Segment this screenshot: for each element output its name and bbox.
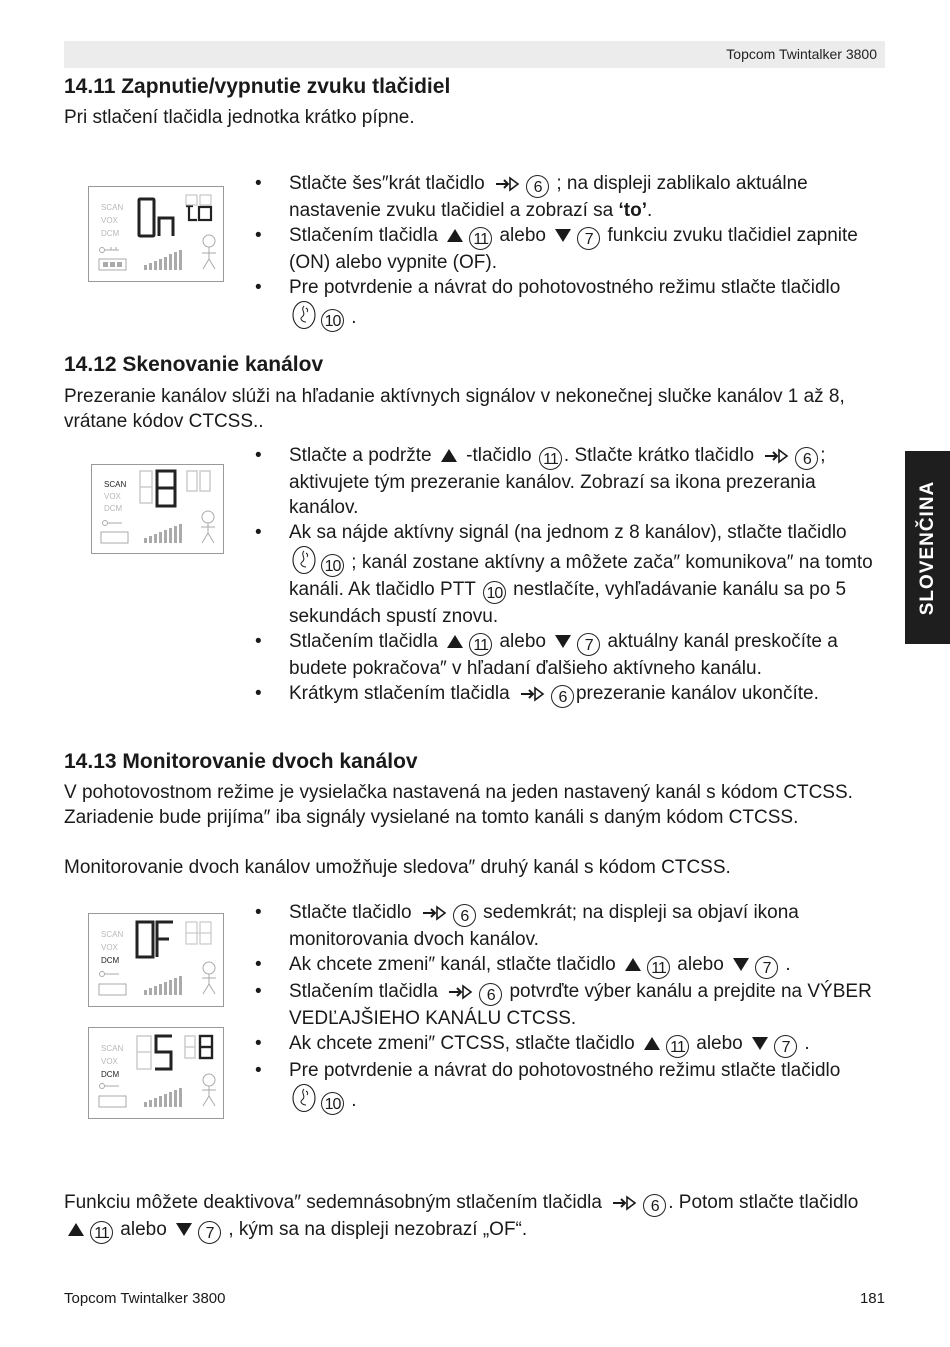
list-item: • Stlačte šes″krát tlačidlo 6 ; na displeji zablikalo aktuálne nastavenie zvuku tlačidiel a zobrazí sa ‘to’. — [255, 171, 875, 223]
list-item: • Krátkym stlačením tlačidla 6 prezeranie kanálov ukončíte. — [255, 681, 875, 708]
lcd-vox-label: VOX — [101, 216, 118, 225]
callout-number: 6 — [479, 983, 502, 1006]
footer-title: Topcom Twintalker 3800 — [64, 1290, 226, 1307]
callout-number: 7 — [577, 227, 600, 250]
header-title: Topcom Twintalker 3800 — [726, 46, 877, 62]
section-title-14-12: 14.12 Skenovanie kanálov — [64, 353, 324, 376]
page-header — [64, 41, 885, 68]
callout-number: 11 — [469, 227, 492, 250]
callout-number: 11 — [469, 633, 492, 656]
monitor-button-icon — [291, 545, 317, 575]
up-arrow-icon — [68, 1223, 84, 1236]
deactivation-note: Funkciu môžete deaktivova″ sedemnásobným stlačením tlačidla 6 . Potom stlačte tlačidlo 11 alebo 7 , kým sa na displeji nezobrazí „OF“. — [64, 1192, 859, 1242]
bullet-list-14-12 — [255, 443, 875, 708]
list-item: • Stlačte tlačidlo 6 sedemkrát; na displeji sa objaví ikona monitorovania dvoch kanálov. — [255, 900, 875, 952]
monitor-button-icon — [291, 1083, 317, 1113]
section-intro-14-13-b: Monitorovanie dvoch kanálov umožňuje sledova″ druhý kanál s kódom CTCSS. — [64, 857, 731, 878]
lcd-segments-s8 — [89, 1028, 225, 1120]
callout-number: 11 — [90, 1221, 113, 1244]
lcd-vox-label: VOX — [101, 943, 118, 952]
up-arrow-icon — [447, 635, 463, 648]
lcd-dcm-label: DCM — [101, 956, 120, 965]
monitor-button-icon — [291, 300, 317, 330]
callout-number: 6 — [643, 1194, 666, 1217]
lcd-segments-of — [89, 914, 225, 1008]
down-arrow-icon — [733, 958, 749, 971]
list-item: • Ak sa nájde aktívny signál (na jednom z 8 kanálov), stlačte tlačidlo 10 ; kanál zostane aktívny a môžete zača″ komunikova″ na tomto kanáli. Ak tlačidlo PTT 10 nestlačíte, vyhľadávanie kanálu sa po 5 sekundách spustí znovu. — [255, 520, 875, 629]
menu-button-icon — [447, 983, 473, 1001]
lcd-scan-label: SCAN — [101, 1044, 124, 1053]
down-arrow-icon — [176, 1223, 192, 1236]
list-item: • Stlačením tlačidla 6 potvrďte výber kanálu a prejdite na VÝBER VEDĽAJŠIEHO KANÁLU CTCSS. — [255, 979, 875, 1031]
list-item: • Stlačte a podržte -tlačidlo 11 . Stlačte krátko tlačidlo 6 ; aktivujete tým prezeranie kanálov. Zobrazí sa ikona prezerania kanálov. — [255, 443, 875, 520]
language-tab-label: SLOVENČINA — [916, 480, 938, 615]
callout-number: 7 — [755, 956, 778, 979]
bullet-list-14-13 — [255, 900, 875, 1115]
lcd-vox-label: VOX — [101, 1057, 118, 1066]
lcd-segments-8 — [92, 465, 225, 555]
menu-button-icon — [763, 447, 789, 465]
callout-number: 6 — [795, 447, 818, 470]
list-item: • Ak chcete zmeni″ CTCSS, stlačte tlačidlo 11 alebo 7 . — [255, 1031, 875, 1058]
up-arrow-icon — [441, 449, 457, 462]
callout-number: 6 — [551, 685, 574, 708]
callout-number: 7 — [577, 633, 600, 656]
section-intro-14-12: Prezeranie kanálov slúži na hľadanie aktívnych signálov v nekonečnej slučke kanálov 1 až 8, vrátane kódov CTCSS.. — [64, 386, 845, 432]
lcd-vox-label: VOX — [104, 492, 121, 501]
list-item: • Stlačením tlačidla 11 alebo 7 funkciu zvuku tlačidiel zapnite (ON) alebo vypnite (OF). — [255, 223, 875, 275]
lcd-display-scan — [91, 464, 224, 554]
lcd-scan-label: SCAN — [101, 930, 124, 939]
lcd-scan-label: SCAN — [101, 203, 124, 212]
up-arrow-icon — [447, 229, 463, 242]
callout-number: 10 — [321, 309, 344, 332]
list-item: • Ak chcete zmeni″ kanál, stlačte tlačidlo 11 alebo 7 . — [255, 952, 875, 979]
lcd-dcm-label: DCM — [104, 504, 123, 513]
menu-button-icon — [421, 904, 447, 922]
callout-number: 11 — [666, 1035, 689, 1058]
up-arrow-icon — [625, 958, 641, 971]
lcd-display-beep — [88, 186, 224, 282]
callout-number: 10 — [321, 1092, 344, 1115]
up-arrow-icon — [644, 1037, 660, 1050]
callout-number: 6 — [526, 175, 549, 198]
lcd-segments-on-to — [89, 187, 225, 283]
callout-number: 10 — [483, 581, 506, 604]
section-title-14-13: 14.13 Monitorovanie dvoch kanálov — [64, 750, 418, 773]
menu-button-icon — [519, 685, 545, 703]
menu-button-icon — [494, 175, 520, 193]
section-intro-14-13: V pohotovostnom režime je vysielačka nastavená na jeden nastavený kanál s kódom CTCSS. Zariadenie bude prijíma″ iba signály vysielané na tomto kanáli s daným kódom CTCSS. — [64, 782, 853, 828]
page-number: 181 — [859, 1290, 885, 1307]
list-item: • Stlačením tlačidla 11 alebo 7 aktuálny kanál preskočíte a budete pokračova″ v hľadaní ďalšieho aktívneho kanálu. — [255, 629, 875, 681]
down-arrow-icon — [752, 1037, 768, 1050]
lcd-display-dcm-of — [88, 913, 224, 1007]
section-title-14-11: 14.11 Zapnutie/vypnutie zvuku tlačidiel — [64, 75, 451, 98]
lcd-scan-label: SCAN — [104, 480, 127, 489]
list-item: • Pre potvrdenie a návrat do pohotovostného režimu stlačte tlačidlo 10 . — [255, 275, 875, 332]
lcd-display-dcm-ctcss — [88, 1027, 224, 1119]
callout-number: 10 — [321, 554, 344, 577]
bullet-list-14-11 — [255, 171, 875, 332]
down-arrow-icon — [555, 229, 571, 242]
lcd-dcm-label: DCM — [101, 1070, 120, 1079]
callout-number: 11 — [647, 956, 670, 979]
callout-number: 6 — [453, 904, 476, 927]
down-arrow-icon — [555, 635, 571, 648]
lcd-dcm-label: DCM — [101, 229, 120, 238]
callout-number: 7 — [774, 1035, 797, 1058]
callout-number: 7 — [198, 1221, 221, 1244]
language-tab — [905, 451, 950, 644]
list-item: • Pre potvrdenie a návrat do pohotovostného režimu stlačte tlačidlo 10 . — [255, 1058, 875, 1115]
section-intro-14-11: Pri stlačení tlačidla jednotka krátko pípne. — [64, 107, 415, 128]
callout-number: 11 — [539, 447, 562, 470]
menu-button-icon — [611, 1194, 637, 1212]
